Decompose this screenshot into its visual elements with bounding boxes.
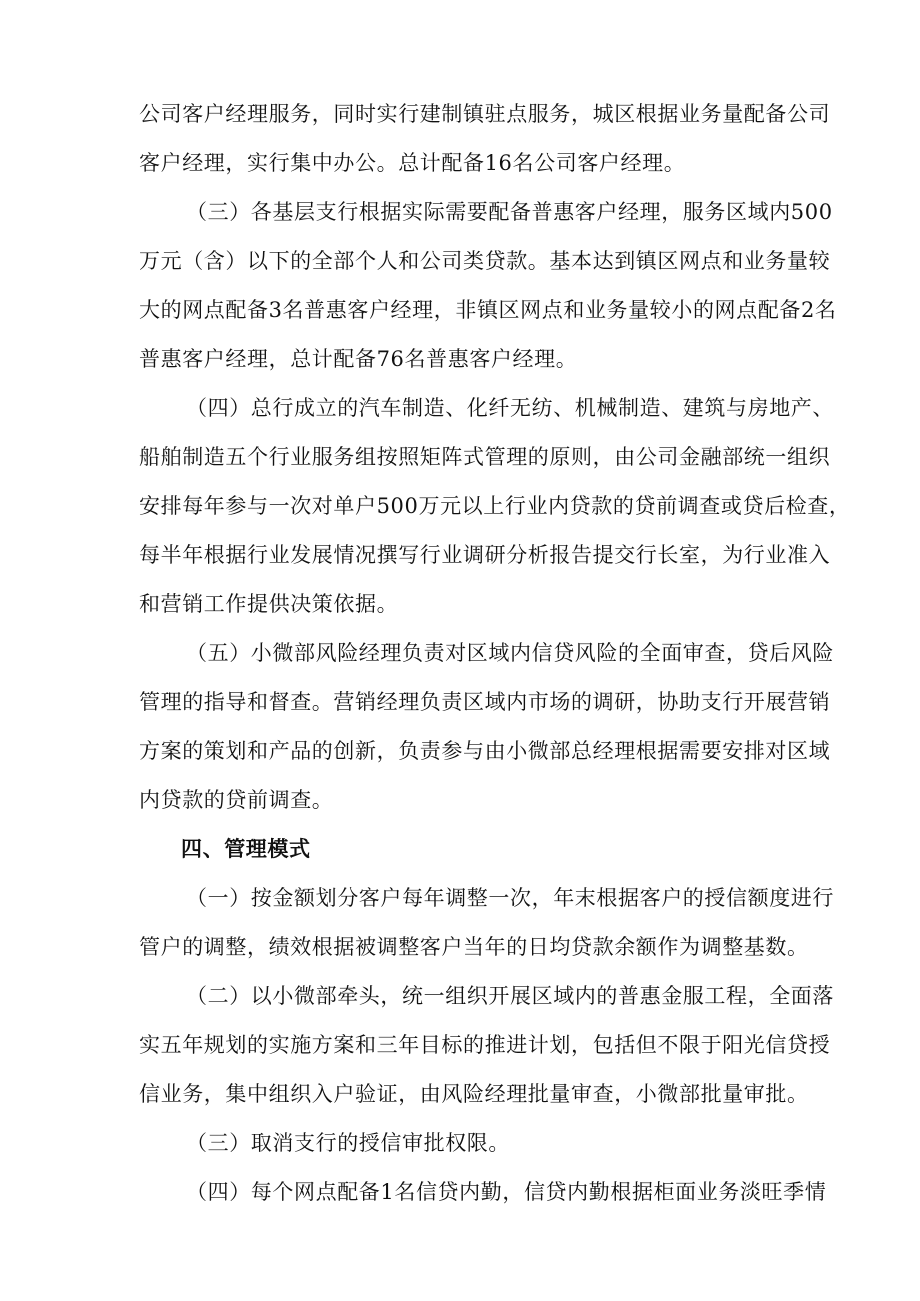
text-line: 信业务，集中组织入户验证，由风险经理批量审查，小微部批量审批。	[139, 1082, 809, 1106]
text-line: （四）每个网点配备1名信贷内勤，信贷内勤根据柜面业务淡旺季情	[186, 1180, 827, 1204]
text-line: （三）取消支行的授信审批权限。	[186, 1131, 510, 1155]
text-line: （一）按金额划分客户每年调整一次，年末根据客户的授信额度进行	[186, 886, 834, 910]
section-heading: 四、管理模式	[181, 836, 311, 861]
text-line: 管理的指导和督查。营销经理负责区域内市场的调研，协助支行开展营销	[139, 690, 831, 714]
text-line: （二）以小微部牵头，统一组织开展区域内的普惠金服工程，全面落	[186, 984, 834, 1008]
text-line: 万元（含）以下的全部个人和公司类贷款。基本达到镇区网点和业务量较	[139, 249, 831, 273]
text-line: 客户经理，实行集中办公。总计配备16名公司客户经理。	[139, 151, 686, 175]
text-line: 和营销工作提供决策依据。	[139, 592, 399, 616]
text-line: 内贷款的贷前调查。	[139, 788, 334, 812]
text-line: 普惠客户经理，总计配备76名普惠客户经理。	[139, 347, 578, 371]
text-line: 方案的策划和产品的创新，负责参与由小微部总经理根据需要安排对区域	[139, 739, 831, 763]
text-line: 安排每年参与一次对单户500万元以上行业内贷款的贷前调查或贷后检查，	[139, 494, 851, 518]
text-line: 每半年根据行业发展情况撰写行业调研分析报告提交行长室，为行业准入	[139, 543, 831, 567]
text-line: 大的网点配备3名普惠客户经理，非镇区网点和业务量较小的网点配备2名	[139, 298, 837, 322]
text-line: 船舶制造五个行业服务组按照矩阵式管理的原则，由公司金融部统一组织	[139, 445, 831, 469]
text-line: （五）小微部风险经理负责对区域内信贷风险的全面审查，贷后风险	[186, 641, 834, 665]
text-line: 管户的调整，绩效根据被调整客户当年的日均贷款余额作为调整基数。	[139, 935, 809, 959]
text-line: 实五年规划的实施方案和三年目标的推进计划，包括但不限于阳光信贷授	[139, 1033, 831, 1057]
text-line: （四）总行成立的汽车制造、化纤无纺、机械制造、建筑与房地产、	[186, 396, 834, 420]
text-line: （三）各基层支行根据实际需要配备普惠客户经理，服务区域内500	[186, 200, 833, 224]
text-line: 公司客户经理服务，同时实行建制镇驻点服务，城区根据业务量配备公司	[139, 102, 831, 126]
